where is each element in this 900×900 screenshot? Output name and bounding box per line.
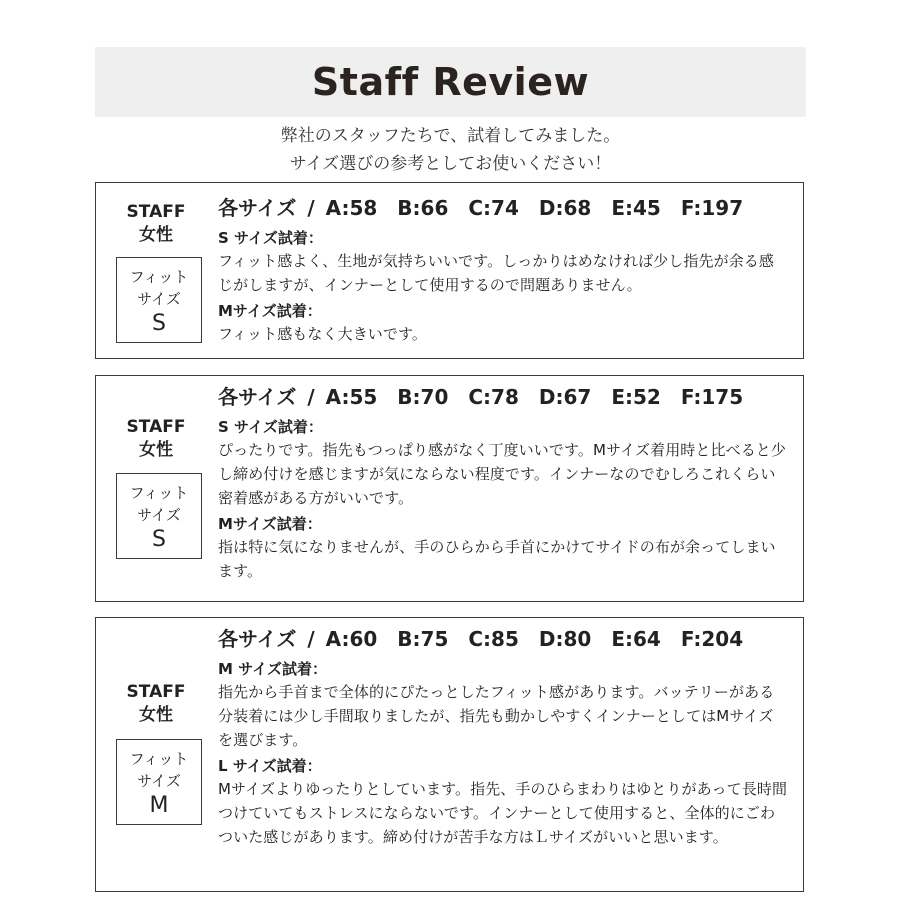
staff-gender: 女性 — [139, 705, 173, 725]
fit-size-value: S — [152, 527, 166, 552]
review-content — [218, 195, 788, 349]
review-card-3 — [95, 617, 804, 892]
trial-body: フィット感よく、生地が気持ちいいです。しっかりはめなければ少し指先が余る感じがしますが、インナーとして使用するので問題ありません。 — [218, 252, 775, 294]
trial-body: フィット感もなく大きいです。 — [218, 325, 428, 343]
staff-gender: 女性 — [139, 225, 173, 245]
page-header — [95, 47, 806, 117]
page-title: Staff Review — [311, 60, 590, 104]
fit-label-1: フィット — [129, 484, 189, 502]
staff-label: STAFF — [126, 682, 186, 702]
fit-size-value: M — [149, 793, 169, 818]
size-measurements: 各サイズ / A:58 B:66 C:74 D:68 E:45 F:197 — [218, 196, 744, 220]
fit-size-box — [116, 257, 202, 343]
staff-info — [96, 681, 216, 727]
fit-size-value: S — [152, 311, 166, 336]
review-content — [218, 384, 788, 586]
fit-label-2: サイズ — [137, 772, 181, 790]
size-measurements: 各サイズ / A:55 B:70 C:78 D:67 E:52 F:175 — [218, 385, 744, 409]
trial-title: Mサイズ試着： — [218, 515, 322, 533]
staff-info — [96, 416, 216, 462]
review-content — [218, 626, 788, 852]
staff-label: STAFF — [126, 417, 186, 437]
intro-line-1: 弊社のスタッフたちで、試着してみました。 — [280, 126, 621, 146]
fit-label-2: サイズ — [137, 506, 181, 524]
fit-label-2: サイズ — [137, 290, 181, 308]
intro-text — [95, 122, 806, 178]
trial-title: M サイズ試着： — [218, 660, 327, 678]
trial-body: ぴったりです。指先もつっぱり感がなく丁度いいです。Mサイズ着用時と比べると少し締め付けを感じますが気にならない程度です。インナーなのでむしろこれくらい密着感がある方がいいです。 — [218, 441, 786, 507]
fit-label-1: フィット — [129, 268, 189, 286]
staff-info — [96, 201, 216, 247]
intro-line-2: サイズ選びの参考としてお使いください！ — [289, 154, 612, 174]
trial-title: Mサイズ試着： — [218, 302, 322, 320]
trial-body: 指先から手首まで全体的にぴたっとしたフィット感があります。バッテリーがある分装着には少し手間取りましたが、指先も動かしやすくインナーとしてはMサイズを選びます。 — [218, 683, 775, 749]
trial-body: 指は特に気になりませんが、手のひらから手首にかけてサイドの布が余ってしまいます。 — [218, 538, 776, 580]
trial-body: Mサイズよりゆったりとしています。指先、手のひらまわりはゆとりがあって長時間つけていてもストレスにならないです。インナーとして使用すると、全体的にごわついた感じがあります。締め付けが苦手な方はＬサイズがいいと思います。 — [218, 780, 788, 846]
fit-label-1: フィット — [129, 750, 189, 768]
staff-label: STAFF — [126, 202, 186, 222]
review-card-2 — [95, 375, 804, 602]
staff-gender: 女性 — [139, 440, 173, 460]
trial-title: S サイズ試着： — [218, 418, 323, 436]
fit-size-box — [116, 473, 202, 559]
trial-title: L サイズ試着： — [218, 757, 322, 775]
review-card-1 — [95, 182, 804, 359]
trial-title: S サイズ試着： — [218, 229, 323, 247]
fit-size-box — [116, 739, 202, 825]
size-measurements: 各サイズ / A:60 B:75 C:85 D:80 E:64 F:204 — [218, 627, 744, 651]
